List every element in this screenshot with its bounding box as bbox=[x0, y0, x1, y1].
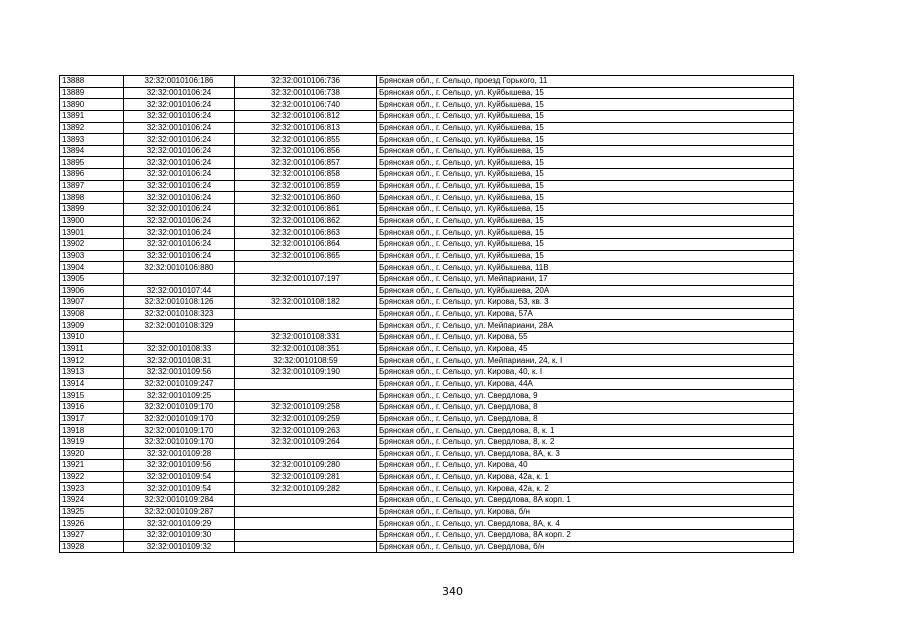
parent-cadastral-number-cell: 32:32:0010106:24 bbox=[124, 99, 235, 111]
address-cell: Брянская обл., г. Сельцо, ул. Свердлова, 8, к. 1 bbox=[377, 425, 794, 437]
address-cell: Брянская обл., г. Сельцо, ул. Куйбышева, 15 bbox=[377, 134, 794, 146]
row-number-cell: 13911 bbox=[60, 343, 124, 355]
table-row bbox=[60, 262, 794, 274]
row-number-cell: 13888 bbox=[60, 76, 124, 88]
row-number-cell: 13893 bbox=[60, 134, 124, 146]
table-row bbox=[60, 250, 794, 262]
row-number-cell: 13896 bbox=[60, 169, 124, 181]
row-number-cell: 13909 bbox=[60, 320, 124, 332]
address-cell: Брянская обл., г. Сельцо, ул. Свердлова, 8, к. 2 bbox=[377, 436, 794, 448]
table-row bbox=[60, 227, 794, 239]
cadastral-number-cell: 32:32:0010109:263 bbox=[235, 425, 377, 437]
cadastral-number-cell: 32:32:0010106:740 bbox=[235, 99, 377, 111]
cadastral-number-cell: 32:32:0010109:258 bbox=[235, 401, 377, 413]
row-number-cell: 13924 bbox=[60, 495, 124, 507]
table-row bbox=[60, 471, 794, 483]
cadastral-number-cell: 32:32:0010108:351 bbox=[235, 343, 377, 355]
cadastral-number-cell bbox=[235, 529, 377, 541]
table-row bbox=[60, 273, 794, 285]
table-row bbox=[60, 145, 794, 157]
cadastral-number-cell bbox=[235, 308, 377, 320]
address-cell: Брянская обл., г. Сельцо, ул. Куйбышева, 15 bbox=[377, 145, 794, 157]
cadastral-number-cell: 32:32:0010106:856 bbox=[235, 145, 377, 157]
parent-cadastral-number-cell: 32:32:0010109:170 bbox=[124, 401, 235, 413]
row-number-cell: 13913 bbox=[60, 367, 124, 379]
cadastral-number-cell: 32:32:0010106:865 bbox=[235, 250, 377, 262]
address-cell: Брянская обл., г. Сельцо, ул. Куйбышева, 15 bbox=[377, 110, 794, 122]
table-row bbox=[60, 99, 794, 111]
address-cell: Брянская обл., г. Сельцо, ул. Свердлова, 8А, к. 3 bbox=[377, 448, 794, 460]
table-row bbox=[60, 297, 794, 309]
parent-cadastral-number-cell: 32:32:0010109:170 bbox=[124, 436, 235, 448]
row-number-cell: 13895 bbox=[60, 157, 124, 169]
table-row bbox=[60, 529, 794, 541]
row-number-cell: 13919 bbox=[60, 436, 124, 448]
row-number-cell: 13905 bbox=[60, 273, 124, 285]
address-cell: Брянская обл., г. Сельцо, ул. Кирова, 40, к. I bbox=[377, 367, 794, 379]
cadastral-number-cell bbox=[235, 320, 377, 332]
cadastral-number-cell: 32:32:0010106:862 bbox=[235, 215, 377, 227]
table-row bbox=[60, 76, 794, 88]
cadastral-number-cell: 32:32:0010106:858 bbox=[235, 169, 377, 181]
parent-cadastral-number-cell: 32:32:0010106:24 bbox=[124, 122, 235, 134]
parent-cadastral-number-cell: 32:32:0010109:170 bbox=[124, 413, 235, 425]
page-number: 340 bbox=[442, 585, 463, 598]
cadastral-number-cell bbox=[235, 378, 377, 390]
table-row bbox=[60, 448, 794, 460]
table-row bbox=[60, 204, 794, 216]
row-number-cell: 13921 bbox=[60, 460, 124, 472]
address-cell: Брянская обл., г. Сельцо, ул. Мейпариани, 24, к. I bbox=[377, 355, 794, 367]
table-row bbox=[60, 401, 794, 413]
cadastral-number-cell: 32:32:0010107:197 bbox=[235, 273, 377, 285]
address-cell: Брянская обл., г. Сельцо, ул. Кирова, 42а, к. 1 bbox=[377, 471, 794, 483]
table-row bbox=[60, 483, 794, 495]
parent-cadastral-number-cell: 32:32:0010106:24 bbox=[124, 215, 235, 227]
parent-cadastral-number-cell: 32:32:0010109:56 bbox=[124, 460, 235, 472]
table-row bbox=[60, 332, 794, 344]
table-row bbox=[60, 425, 794, 437]
cadastral-number-cell: 32:32:0010106:855 bbox=[235, 134, 377, 146]
cadastral-number-cell bbox=[235, 495, 377, 507]
address-cell: Брянская обл., г. Сельцо, ул. Кирова, 57А bbox=[377, 308, 794, 320]
cadastral-number-cell: 32:32:0010108:331 bbox=[235, 332, 377, 344]
address-cell: Брянская обл., г. Сельцо, ул. Кирова, 40 bbox=[377, 460, 794, 472]
address-cell: Брянская обл., г. Сельцо, ул. Куйбышева, 15 bbox=[377, 215, 794, 227]
table-row bbox=[60, 518, 794, 530]
address-cell: Брянская обл., г. Сельцо, ул. Кирова, 53, кв. 3 bbox=[377, 297, 794, 309]
cadastral-number-cell bbox=[235, 262, 377, 274]
address-cell: Брянская обл., г. Сельцо, ул. Кирова, 42а, к. 2 bbox=[377, 483, 794, 495]
table-row bbox=[60, 215, 794, 227]
row-number-cell: 13903 bbox=[60, 250, 124, 262]
table-row bbox=[60, 238, 794, 250]
table-row bbox=[60, 343, 794, 355]
address-cell: Брянская обл., г. Сельцо, ул. Кирова, 55 bbox=[377, 332, 794, 344]
table-row bbox=[60, 367, 794, 379]
table-row bbox=[60, 192, 794, 204]
address-cell: Брянская обл., г. Сельцо, ул. Свердлова, 8А корп. 2 bbox=[377, 529, 794, 541]
parent-cadastral-number-cell: 32:32:0010109:30 bbox=[124, 529, 235, 541]
parent-cadastral-number-cell bbox=[124, 273, 235, 285]
row-number-cell: 13915 bbox=[60, 390, 124, 402]
parent-cadastral-number-cell: 32:32:0010106:24 bbox=[124, 110, 235, 122]
parent-cadastral-number-cell: 32:32:0010106:24 bbox=[124, 134, 235, 146]
row-number-cell: 13925 bbox=[60, 506, 124, 518]
row-number-cell: 13907 bbox=[60, 297, 124, 309]
address-cell: Брянская обл., г. Сельцо, ул. Куйбышева, 11В bbox=[377, 262, 794, 274]
table-row bbox=[60, 436, 794, 448]
cadastral-number-cell: 32:32:0010106:813 bbox=[235, 122, 377, 134]
cadastral-number-cell: 32:32:0010109:190 bbox=[235, 367, 377, 379]
cadastral-number-cell: 32:32:0010106:859 bbox=[235, 180, 377, 192]
address-cell: Брянская обл., г. Сельцо, ул. Свердлова, 8 bbox=[377, 413, 794, 425]
parent-cadastral-number-cell: 32:32:0010108:329 bbox=[124, 320, 235, 332]
address-cell: Брянская обл., г. Сельцо, ул. Куйбышева, 15 bbox=[377, 180, 794, 192]
table-row bbox=[60, 157, 794, 169]
address-cell: Брянская обл., г. Сельцо, ул. Куйбышева, 15 bbox=[377, 87, 794, 99]
parent-cadastral-number-cell: 32:32:0010106:24 bbox=[124, 250, 235, 262]
row-number-cell: 13914 bbox=[60, 378, 124, 390]
cadastral-number-cell bbox=[235, 506, 377, 518]
parent-cadastral-number-cell: 32:32:0010109:170 bbox=[124, 425, 235, 437]
parent-cadastral-number-cell: 32:32:0010109:284 bbox=[124, 495, 235, 507]
parent-cadastral-number-cell: 32:32:0010109:247 bbox=[124, 378, 235, 390]
cadastral-number-cell bbox=[235, 541, 377, 553]
row-number-cell: 13900 bbox=[60, 215, 124, 227]
cadastral-number-cell: 32:32:0010108:182 bbox=[235, 297, 377, 309]
parent-cadastral-number-cell: 32:32:0010106:24 bbox=[124, 238, 235, 250]
parent-cadastral-number-cell: 32:32:0010106:24 bbox=[124, 204, 235, 216]
cadastral-number-cell bbox=[235, 448, 377, 460]
row-number-cell: 13898 bbox=[60, 192, 124, 204]
parent-cadastral-number-cell: 32:32:0010109:29 bbox=[124, 518, 235, 530]
parent-cadastral-number-cell: 32:32:0010109:25 bbox=[124, 390, 235, 402]
row-number-cell: 13922 bbox=[60, 471, 124, 483]
parent-cadastral-number-cell bbox=[124, 332, 235, 344]
parent-cadastral-number-cell: 32:32:0010108:33 bbox=[124, 343, 235, 355]
row-number-cell: 13920 bbox=[60, 448, 124, 460]
cadastral-number-cell: 32:32:0010109:280 bbox=[235, 460, 377, 472]
row-number-cell: 13917 bbox=[60, 413, 124, 425]
table-row bbox=[60, 134, 794, 146]
row-number-cell: 13908 bbox=[60, 308, 124, 320]
registry-table-body bbox=[60, 76, 794, 553]
parent-cadastral-number-cell: 32:32:0010106:880 bbox=[124, 262, 235, 274]
row-number-cell: 13910 bbox=[60, 332, 124, 344]
row-number-cell: 13912 bbox=[60, 355, 124, 367]
row-number-cell: 13902 bbox=[60, 238, 124, 250]
table-row bbox=[60, 506, 794, 518]
table-row bbox=[60, 320, 794, 332]
row-number-cell: 13926 bbox=[60, 518, 124, 530]
cadastral-number-cell: 32:32:0010108:59 bbox=[235, 355, 377, 367]
address-cell: Брянская обл., г. Сельцо, ул. Мейпариани, 17 bbox=[377, 273, 794, 285]
table-row bbox=[60, 308, 794, 320]
table-row bbox=[60, 355, 794, 367]
cadastral-number-cell: 32:32:0010106:812 bbox=[235, 110, 377, 122]
address-cell: Брянская обл., г. Сельцо, ул. Мейпариани, 28А bbox=[377, 320, 794, 332]
address-cell: Брянская обл., г. Сельцо, ул. Кирова, 45 bbox=[377, 343, 794, 355]
parent-cadastral-number-cell: 32:32:0010106:24 bbox=[124, 157, 235, 169]
address-cell: Брянская обл., г. Сельцо, ул. Куйбышева, 15 bbox=[377, 238, 794, 250]
cadastral-number-cell bbox=[235, 390, 377, 402]
address-cell: Брянская обл., г. Сельцо, ул. Куйбышева, 15 bbox=[377, 122, 794, 134]
table-row bbox=[60, 378, 794, 390]
table-row bbox=[60, 87, 794, 99]
parent-cadastral-number-cell: 32:32:0010106:24 bbox=[124, 180, 235, 192]
table-row bbox=[60, 460, 794, 472]
row-number-cell: 13889 bbox=[60, 87, 124, 99]
row-number-cell: 13928 bbox=[60, 541, 124, 553]
cadastral-number-cell: 32:32:0010106:863 bbox=[235, 227, 377, 239]
address-cell: Брянская обл., г. Сельцо, ул. Кирова, б/н bbox=[377, 506, 794, 518]
parent-cadastral-number-cell: 32:32:0010108:31 bbox=[124, 355, 235, 367]
parent-cadastral-number-cell: 32:32:0010106:24 bbox=[124, 145, 235, 157]
row-number-cell: 13901 bbox=[60, 227, 124, 239]
row-number-cell: 13892 bbox=[60, 122, 124, 134]
row-number-cell: 13923 bbox=[60, 483, 124, 495]
cadastral-number-cell: 32:32:0010106:861 bbox=[235, 204, 377, 216]
address-cell: Брянская обл., г. Сельцо, ул. Кирова, 44А bbox=[377, 378, 794, 390]
address-cell: Брянская обл., г. Сельцо, ул. Куйбышева, 20А bbox=[377, 285, 794, 297]
cadastral-number-cell: 32:32:0010106:860 bbox=[235, 192, 377, 204]
parent-cadastral-number-cell: 32:32:0010107:44 bbox=[124, 285, 235, 297]
table-row bbox=[60, 541, 794, 553]
table-row bbox=[60, 285, 794, 297]
address-cell: Брянская обл., г. Сельцо, ул. Свердлова, 8А, к. 4 bbox=[377, 518, 794, 530]
row-number-cell: 13927 bbox=[60, 529, 124, 541]
cadastral-number-cell: 32:32:0010106:738 bbox=[235, 87, 377, 99]
address-cell: Брянская обл., г. Сельцо, ул. Свердлова, 8А корп. 1 bbox=[377, 495, 794, 507]
parent-cadastral-number-cell: 32:32:0010108:323 bbox=[124, 308, 235, 320]
row-number-cell: 13897 bbox=[60, 180, 124, 192]
parent-cadastral-number-cell: 32:32:0010108:126 bbox=[124, 297, 235, 309]
row-number-cell: 13891 bbox=[60, 110, 124, 122]
row-number-cell: 13916 bbox=[60, 401, 124, 413]
table-row bbox=[60, 495, 794, 507]
parent-cadastral-number-cell: 32:32:0010106:24 bbox=[124, 87, 235, 99]
address-cell: Брянская обл., г. Сельцо, ул. Свердлова, б/н bbox=[377, 541, 794, 553]
address-cell: Брянская обл., г. Сельцо, ул. Куйбышева, 15 bbox=[377, 192, 794, 204]
row-number-cell: 13894 bbox=[60, 145, 124, 157]
table-row bbox=[60, 122, 794, 134]
address-cell: Брянская обл., г. Сельцо, ул. Куйбышева, 15 bbox=[377, 99, 794, 111]
cadastral-number-cell: 32:32:0010106:857 bbox=[235, 157, 377, 169]
parent-cadastral-number-cell: 32:32:0010106:186 bbox=[124, 76, 235, 88]
cadastral-number-cell bbox=[235, 285, 377, 297]
cadastral-number-cell: 32:32:0010109:282 bbox=[235, 483, 377, 495]
address-cell: Брянская обл., г. Сельцо, ул. Свердлова, 8 bbox=[377, 401, 794, 413]
table-row bbox=[60, 180, 794, 192]
parent-cadastral-number-cell: 32:32:0010109:32 bbox=[124, 541, 235, 553]
cadastral-number-cell: 32:32:0010109:281 bbox=[235, 471, 377, 483]
parent-cadastral-number-cell: 32:32:0010109:28 bbox=[124, 448, 235, 460]
parent-cadastral-number-cell: 32:32:0010109:56 bbox=[124, 367, 235, 379]
table-row bbox=[60, 169, 794, 181]
address-cell: Брянская обл., г. Сельцо, ул. Куйбышева, 15 bbox=[377, 204, 794, 216]
parent-cadastral-number-cell: 32:32:0010109:287 bbox=[124, 506, 235, 518]
row-number-cell: 13890 bbox=[60, 99, 124, 111]
cadastral-number-cell: 32:32:0010109:259 bbox=[235, 413, 377, 425]
cadastral-number-cell: 32:32:0010109:264 bbox=[235, 436, 377, 448]
address-cell: Брянская обл., г. Сельцо, ул. Свердлова, 9 bbox=[377, 390, 794, 402]
address-cell: Брянская обл., г. Сельцо, ул. Куйбышева, 15 bbox=[377, 250, 794, 262]
row-number-cell: 13918 bbox=[60, 425, 124, 437]
cadastral-number-cell bbox=[235, 518, 377, 530]
address-cell: Брянская обл., г. Сельцо, ул. Куйбышева, 15 bbox=[377, 157, 794, 169]
row-number-cell: 13899 bbox=[60, 204, 124, 216]
registry-table bbox=[59, 75, 794, 553]
table-row bbox=[60, 390, 794, 402]
row-number-cell: 13904 bbox=[60, 262, 124, 274]
table-row bbox=[60, 413, 794, 425]
address-cell: Брянская обл., г. Сельцо, ул. Куйбышева, 15 bbox=[377, 227, 794, 239]
address-cell: Брянская обл., г. Сельцо, ул. Куйбышева, 15 bbox=[377, 169, 794, 181]
parent-cadastral-number-cell: 32:32:0010106:24 bbox=[124, 192, 235, 204]
table-row bbox=[60, 110, 794, 122]
parent-cadastral-number-cell: 32:32:0010109:54 bbox=[124, 483, 235, 495]
cadastral-number-cell: 32:32:0010106:864 bbox=[235, 238, 377, 250]
row-number-cell: 13906 bbox=[60, 285, 124, 297]
parent-cadastral-number-cell: 32:32:0010106:24 bbox=[124, 169, 235, 181]
parent-cadastral-number-cell: 32:32:0010109:54 bbox=[124, 471, 235, 483]
parent-cadastral-number-cell: 32:32:0010106:24 bbox=[124, 227, 235, 239]
address-cell: Брянская обл., г. Сельцо, проезд Горького, 11 bbox=[377, 76, 794, 88]
cadastral-number-cell: 32:32:0010106:736 bbox=[235, 76, 377, 88]
